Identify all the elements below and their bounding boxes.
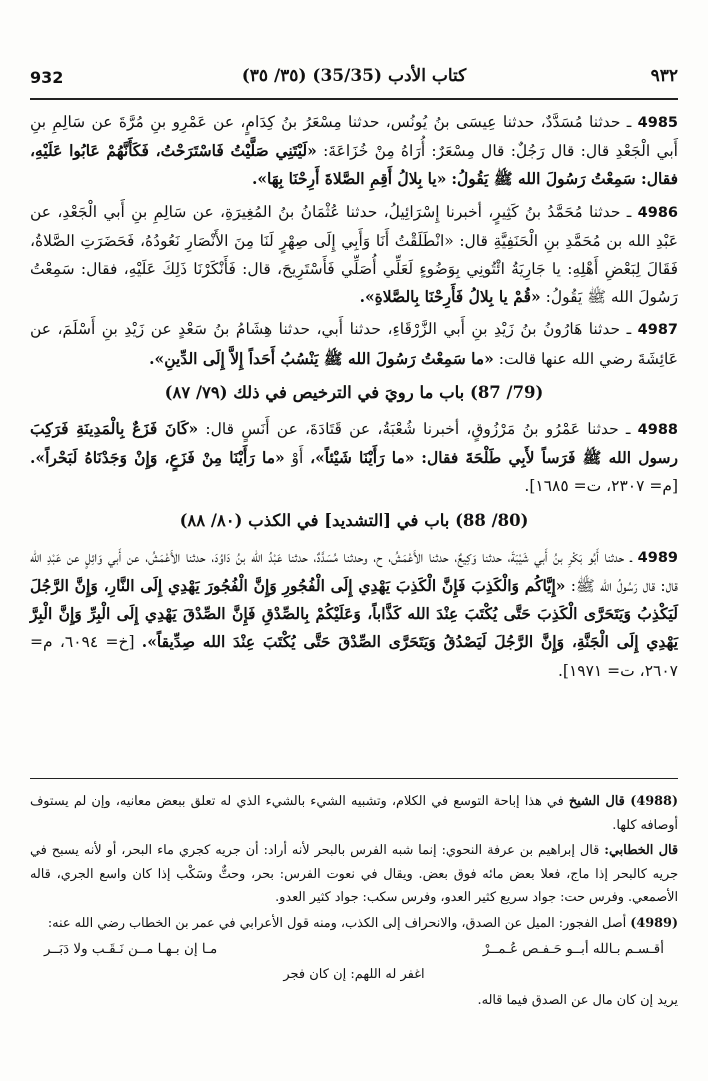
- page-number-arabic: ٩٣٢: [650, 66, 678, 86]
- note-4988: [30, 790, 678, 837]
- hadith-number: 4989: [637, 549, 679, 566]
- hadith-4985: 4985 ـ حدثنا مُسَدَّدٌ، حدثنا عِيسَى بنُ يُونُس، حدثنا مِسْعَرُ بنُ كِدَامٍ، عن عَمْرِو بنِ مُرَّةَ عن سَالِمِ بنِ أَبي الْجَعْدِ قال: قال رَجُلٌ: قال مِسْعَرٌ: أُرَاهُ مِنْ خُزَاعَةَ: «لَيْتَنِي صَلَّيْتُ فَاسْتَرَحْتُ، فَكَأَنَّهُمْ عَابُوا عَلَيْهِ، فقال: سَمِعْتُ رَسُولَ الله ﷺ يَقُولُ: «يا بِلالُ أَقِمِ الصَّلاةَ أَرِحْنَا بِهَا».: [30, 113, 679, 189]
- note-label: قال الخطابي:: [604, 843, 678, 859]
- page-header: [30, 60, 678, 96]
- hadith-number: 4985: [637, 115, 679, 131]
- isnad: حدثنا أَبُو بَكْرِ بنُ أَبي شَيْبَةَ، حدثنا وَكِيعٌ، حدثنا الأَعْمَشُ، ح، وحدثنا مُسَدَّدٌ، حدثنا عَبْدُ الله بنُ دَاوُدَ، حدثنا الأَعْمَشُ، عن أَبي وَائِلٍ عن عَبْدِ الله قال: قال رَسُولُ الله ﷺ:: [30, 547, 678, 596]
- hadith-4986: 4986 ـ حدثنا مُحَمَّدُ بنُ كَثِيرٍ، أخبرنا إِسْرَائِيلُ، حدثنا عُثْمَانُ بنُ المُغِيرَةِ، عن سَالِمِ بنِ أَبي الْجَعْدِ، عن عَبْدِ الله بن مُحَمَّدِ بنِ الْحَنَفِيَّةِ قال: «انْطَلَقْتُ أَنَا وَأَبِي إِلَى صِهْرٍ لَنَا مِنَ الأَنْصَارِ نَعُودُهُ، فَحَضَرَتِ الصَّلاةُ، فَقَالَ لِبَعْضِ أَهْلِهِ: يا جَارِيَةُ ائْتُونِي بِوَضُوءٍ لَعَلِّي أُصَلِّي فَأَسْتَرِيحَ، قال: فَأَنْكَرْنَا ذَلِكَ عَلَيْهِ، فقال: سَمِعْتُ رَسُولَ الله ﷺ يَقُولُ: «قُمْ يا بِلالُ فَأَرِحْنَا بِالصَّلاةِ».: [30, 202, 678, 307]
- note-khattabi: [30, 839, 678, 910]
- hadith-4987: 4987 ـ حدثنا هَارُونُ بنُ زَيْدِ بنِ أَبي الزَّرْقَاءِ، حدثنا أَبي، حدثنا هِشَامُ بنُ سَعْدٍ عن زَيْدِ بنِ أَسْلَمَ، عن عَائِشَةَ رضي الله عنها قالت: «ما سَمِعْتُ رَسُولَ الله ﷺ يَنْسُبُ أَحَداً إِلاَّ إِلَى الدِّينِ».: [30, 320, 678, 368]
- hadith-number: 4987: [637, 322, 678, 339]
- isnad: حدثنا مُسَدَّدٌ، حدثنا عِيسَى بنُ يُونُس، حدثنا مِسْعَرُ بنُ كِدَامٍ، عن عَمْرِو بنِ مُرَّةَ عن سَالِمِ بنِ أَبي الْجَعْدِ قال: قال رَجُلٌ: قال مِسْعَرٌ: أُرَاهُ مِنْ خُزَاعَةَ:: [30, 113, 678, 161]
- page-number-latin: 932: [30, 68, 64, 87]
- takhrij-reference: [م= ٢٣٠٧، ت= ١٦٨٥].: [524, 477, 678, 496]
- isnad: حدثنا مُحَمَّدُ بنُ كَثِيرٍ، أخبرنا إِسْرَائِيلُ، حدثنا عُثْمَانُ بنُ المُغِيرَةِ، عن سَالِمِ بنِ أَبي الْجَعْدِ، عن عَبْدِ الله بن مُحَمَّدِ بنِ الْحَنَفِيَّةِ قال:: [30, 202, 678, 250]
- hadith-text-connector: أَوْ: [291, 449, 304, 468]
- prophet-quote: «يا بِلالُ أَقِمِ الصَّلاةَ أَرِحْنَا بِهَا».: [251, 169, 447, 189]
- footnote-rule: [30, 778, 678, 779]
- hadith-text: «انْطَلَقْتُ أَنَا وَأَبِي إِلَى صِهْرٍ لَنَا مِنَ الأَنْصَارِ نَعُودُهُ، فَحَضَرَتِ الصَّلاةُ، فَقَالَ لِبَعْضِ أَهْلِهِ: يا جَارِيَةُ ائْتُونِي بِوَضُوءٍ لَعَلِّي أُصَلِّي فَأَسْتَرِيحَ، قال: فَأَنْكَرْنَا ذَلِكَ عَلَيْهِ، فقال: سَمِعْتُ رَسُولَ الله ﷺ يَقُولُ:: [30, 231, 678, 307]
- header-rule: [30, 98, 678, 100]
- prophet-quote: «ما رَأَيْنَا شَيْئاً»،: [310, 448, 415, 468]
- hadith-4988: 4988 ـ حدثنا عَمْرُو بنُ مَرْزُوقٍ، أخبرنا شُعْبَةُ، عن قَتَادَةَ، عن أَنَسٍ قال: «كَانَ فَزَعٌ بِالْمَدِينَةِ فَرَكِبَ رسول الله ﷺ فَرَساً لأَبِي طَلْحَةَ فقال: «ما رَأَيْنَا شَيْئاً»، أَوْ «ما رَأَيْنَا مِنْ فَزَعٍ، وَإِنْ وَجَدْنَاهُ لَبَحْراً». [م= ٢٣٠٧، ت= ١٦٨٥].: [30, 419, 679, 496]
- isnad: حدثنا عَمْرُو بنُ مَرْزُوقٍ، أخبرنا شُعْبَةُ، عن قَتَادَةَ، عن أَنَسٍ قال:: [205, 420, 619, 439]
- verse-hemistich-2: مـا إن بـهـا مــن نَـقَـب ولا دَبَــر: [44, 940, 218, 957]
- prophet-quote: «ما سَمِعْتُ رَسُولَ الله ﷺ يَنْسُبُ أَحَداً إِلاَّ إِلَى الدِّينِ».: [149, 348, 494, 368]
- prophet-quote: «ما رَأَيْنَا مِنْ فَزَعٍ، وَإِنْ وَجَدْنَاهُ لَبَحْراً».: [30, 448, 285, 468]
- hadith-number: 4988: [637, 422, 679, 439]
- chapter-heading-88: (80/ 88) باب في [التشديد] في الكذب (٨٠/ ٨٨): [179, 510, 529, 530]
- hadith-text: «لَيْتَنِي صَلَّيْتُ فَاسْتَرَحْتُ، فَكَأَنَّهُمْ عَابُوا عَلَيْهِ، فقال: سَمِعْتُ رَسُولَ الله ﷺ يَقُولُ:: [30, 141, 678, 189]
- prophet-quote: «قُمْ يا بِلالُ فَأَرِحْنَا بِالصَّلاةِ».: [359, 287, 541, 307]
- takhrij-reference: [خ= ٦٠٩٤، م= ٢٦٠٧، ت= ١٩٧١].: [30, 633, 678, 680]
- note-text: قال إبراهيم بن عرفة النحوي: إنما شبه الفرس بالبحر لأنه أراد: أن جريه كجري ماء البحر، أو لأنه يسبح في جريه كالبحر إذا ماج، فعلا بعض مائه فوق بعض. ويقال في نعوت الفرس: بحر، وحتٌّ وسَكْب إذا كان واسع الجري، قاله الأصمعي. وفرس حت: جواد سريع كثير العدو، وفرس سكب: جواد كثير العدو.: [30, 843, 678, 906]
- running-title: كتاب الأدب (35/35) (٣٥/ ٣٥): [241, 66, 467, 86]
- poem-verse: [30, 938, 678, 962]
- note-text: في هذا إباحة التوسع في الكلام، وتشبيه الشيء بالشيء الذي له تعلق ببعض معانيه، وإن لم يستوف أوصافه كلها.: [30, 794, 678, 833]
- note-label: (4989): [630, 915, 678, 931]
- note-4989: [30, 912, 678, 936]
- note-text: أصل الفجور: الميل عن الصدق، والانحراف إلى الكذب، ومنه قول الأعرابي في عمر بن الخطاب رضي الله عنه:: [47, 915, 627, 931]
- note-closing: يريد إن كان مال عن الصدق فيما قاله.: [477, 992, 678, 1008]
- chapter-heading-87: (79/ 87) باب ما رويَ في الترخيص في ذلك (٧٩/ ٨٧): [164, 382, 544, 402]
- hadith-number: 4986: [637, 204, 678, 221]
- footnotes: [30, 790, 678, 1014]
- main-text: [30, 108, 678, 689]
- note-label: (4988) قال الشيخ: [568, 794, 678, 809]
- poem-verse-2: اغفر له اللهم: إن كان فجر: [283, 967, 425, 983]
- prophet-quote: «إِيَّاكُم وَالْكَذِبَ فَإِنَّ الْكَذِبَ يَهْدِي إِلَى الْفُجُورِ وَإِنَّ الْفُجُورَ يَهْدِي إِلَى النَّارِ، وَإِنَّ الرَّجُلَ لَيَكْذِبُ وَيَتَحَرَّى الْكَذِبَ حَتَّى يُكْتَبَ عِنْدَ الله كَذَّاباً، وَعَلَيْكُمْ بِالصِّدْقِ فَإِنَّ الصِّدْقَ يَهْدِي إِلَى الْبِرِّ وَإِنَّ الْبِرَّ يَهْدِي إِلَى الْجَنَّةِ، وَإِنَّ الرَّجُلَ لَيَصْدُقُ وَيَتَحَرَّى الصِّدْقَ حَتَّى يُكْتَبَ عِنْدَ الله صِدِّيقاً».: [30, 576, 679, 652]
- isnad: حدثنا هَارُونُ بنُ زَيْدِ بنِ أَبي الزَّرْقَاءِ، حدثنا أَبي، حدثنا هِشَامُ بنُ سَعْدٍ عن زَيْدِ بنِ أَسْلَمَ، عن عَائِشَةَ رضي الله عنها قالت:: [30, 320, 678, 368]
- hadith-4989: 4989 ـ حدثنا أَبُو بَكْرِ بنُ أَبي شَيْبَةَ، حدثنا وَكِيعٌ، حدثنا الأَعْمَشُ، ح، وحدثنا مُسَدَّدٌ، حدثنا عَبْدُ الله بنُ دَاوُدَ، حدثنا الأَعْمَشُ، عن أَبي وَائِلٍ عن عَبْدِ الله قال: قال رَسُولُ الله ﷺ: «إِيَّاكُم وَالْكَذِبَ فَإِنَّ الْكَذِبَ يَهْدِي إِلَى الْفُجُورِ وَإِنَّ الْفُجُورَ يَهْدِي إِلَى النَّارِ، وَإِنَّ الرَّجُلَ لَيَكْذِبُ وَيَتَحَرَّى الْكَذِبَ حَتَّى يُكْتَبَ عِنْدَ الله كَذَّاباً، وَعَلَيْكُمْ بِالصِّدْقِ فَإِنَّ الصِّدْقَ يَهْدِي إِلَى الْبِرِّ وَإِنَّ الْبِرَّ يَهْدِي إِلَى الْجَنَّةِ، وَإِنَّ الرَّجُلَ لَيَصْدُقُ وَيَتَحَرَّى الصِّدْقَ حَتَّى يُكْتَبَ عِنْدَ الله صِدِّيقاً». [خ= ٦٠٩٤، م= ٢٦٠٧، ت= ١٩٧١].: [30, 547, 679, 680]
- verse-hemistich-1: أقـسـم بـالله أبــو حَـفـص عُـمــرْ: [482, 940, 664, 957]
- hadith-text: «كَانَ فَزَعٌ بِالْمَدِينَةِ فَرَكِبَ رسول الله ﷺ فَرَساً لأَبِي طَلْحَةَ فقال:: [30, 419, 679, 468]
